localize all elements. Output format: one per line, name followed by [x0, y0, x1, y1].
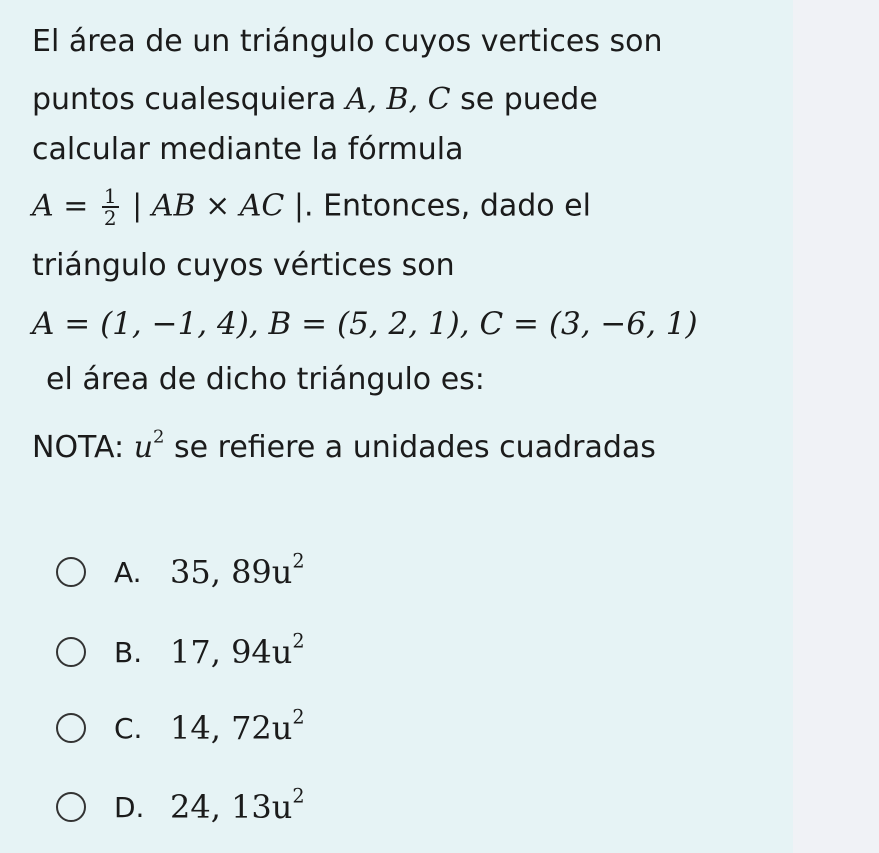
question-line-1: El área de un triángulo cuyos vertices son	[32, 24, 663, 59]
formula-cross-product: | AB × AC |	[132, 188, 304, 224]
option-a[interactable]	[56, 547, 305, 597]
fraction-denominator: 2	[103, 206, 117, 230]
option-value: 24, $13u^2$	[170, 784, 305, 826]
question-line-4-post: . Entonces, dado el	[304, 188, 591, 224]
fraction-numerator: 1	[103, 184, 117, 208]
radio-circle-icon[interactable]	[56, 637, 86, 667]
note-unit-symbol: $u^2$	[133, 426, 165, 465]
radio-circle-icon[interactable]	[56, 792, 86, 822]
note-label: NOTA:	[32, 430, 125, 465]
option-value: 35, $89u^2$	[170, 549, 305, 591]
question-line-3: calcular mediante la fórmula	[32, 132, 464, 167]
option-letter: B.	[114, 635, 143, 669]
option-value: 14, $72u^2$	[170, 705, 305, 747]
question-line-2-pre: puntos cualesquiera	[32, 82, 337, 117]
option-c[interactable]	[56, 703, 305, 753]
question-line-5: triángulo cuyos vértices son	[32, 248, 455, 283]
question-line-2	[32, 80, 598, 120]
note-text: se refiere a unidades cuadradas	[174, 430, 656, 465]
radio-circle-icon[interactable]	[56, 713, 86, 743]
question-line-2-post: se puede	[460, 82, 598, 117]
formula-lhs: A =	[32, 188, 89, 224]
note-line	[32, 428, 656, 468]
radio-circle-icon[interactable]	[56, 557, 86, 587]
vertices-coordinates: A = (1, −1, 4), B = (5, 2, 1), C = (3, −6, 1)	[32, 306, 698, 342]
option-b[interactable]	[56, 627, 305, 677]
question-line-7: el área de dicho triángulo es:	[46, 362, 485, 397]
option-letter: A.	[114, 555, 142, 589]
option-d[interactable]	[56, 782, 305, 832]
vertices-symbols: A, B, C	[345, 82, 451, 117]
option-value: 17, $94u^2$	[170, 629, 305, 671]
formula-fraction	[102, 186, 119, 228]
option-letter: C.	[114, 711, 143, 745]
area-formula-line	[32, 186, 591, 228]
option-letter: D.	[114, 790, 145, 824]
